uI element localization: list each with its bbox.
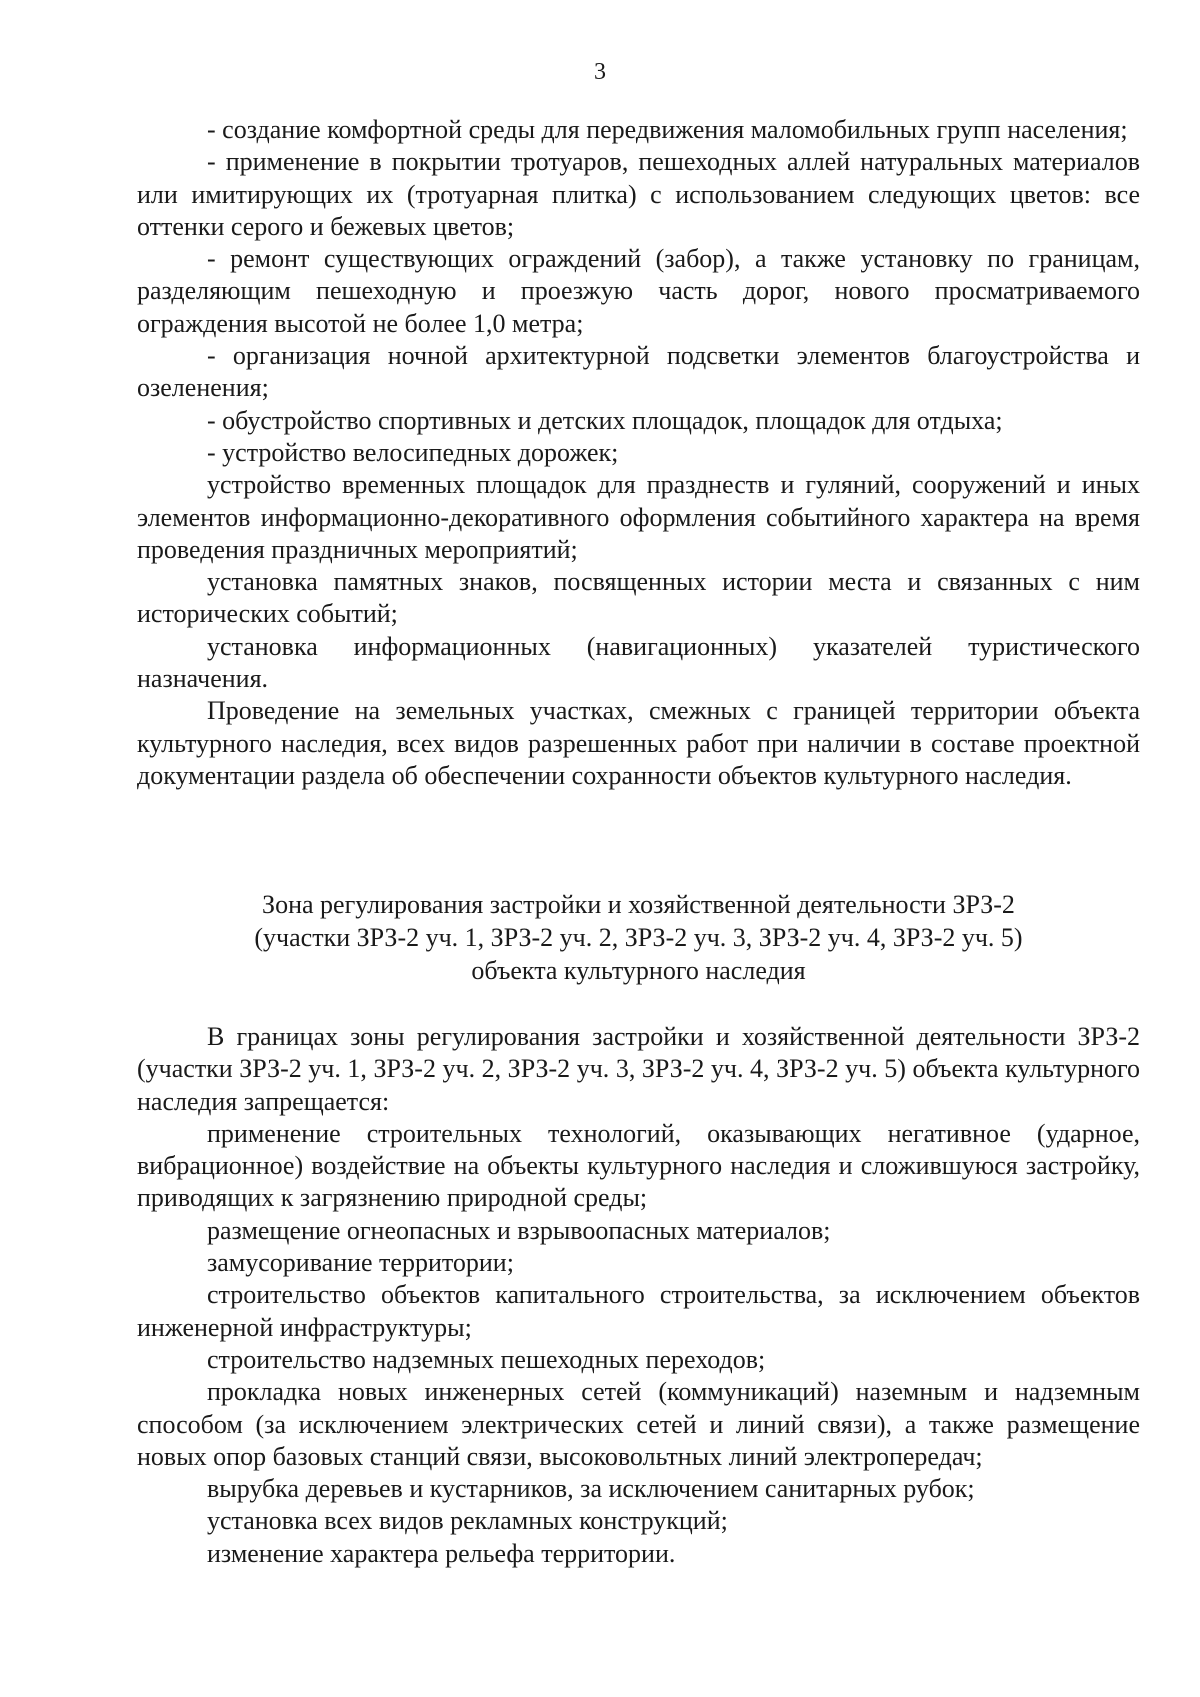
paragraph: - организация ночной архитектурной подсветки элементов благоустройства и озеленения; [137, 341, 1140, 403]
permitted-works-list [137, 114, 1140, 792]
paragraph: изменение характера рельефа территории. [207, 1538, 676, 1568]
section-heading [137, 888, 1140, 987]
paragraph: установка памятных знаков, посвященных истории места и связанных с ним исторических событий; [137, 567, 1140, 629]
page-number: 3 [594, 59, 606, 85]
section-heading-line: Зона регулирования застройки и хозяйственной деятельности ЗРЗ-2 [262, 890, 1015, 919]
paragraph: строительство надземных пешеходных переходов; [207, 1344, 766, 1374]
paragraph: - создание комфортной среды для передвижения маломобильных групп населения; [207, 115, 1128, 144]
paragraph: устройство временных площадок для празднеств и гуляний, сооружений и иных элементов информационно-декоративного оформления событийного характера на время проведения праздничных мероприятий; [137, 470, 1140, 564]
section-heading-line: (участки ЗРЗ-2 уч. 1, ЗРЗ-2 уч. 2, ЗРЗ-2 уч. 3, ЗРЗ-2 уч. 4, ЗРЗ-2 уч. 5) [254, 923, 1023, 952]
paragraph: Проведение на земельных участках, смежных с границей территории объекта культурного наследия, всех видов разрешенных работ при наличии в составе проектной документации раздела об обеспечении сохранности объектов культурного наследия. [137, 696, 1140, 790]
paragraph: В границах зоны регулирования застройки и хозяйственной деятельности ЗРЗ-2 (участки ЗРЗ-2 уч. 1, ЗРЗ-2 уч. 2, ЗРЗ-2 уч. 3, ЗРЗ-2 уч. 4, ЗРЗ-2 уч. 5) объекта культурного наследия запрещается: [137, 1022, 1140, 1116]
paragraph: применение строительных технологий, оказывающих негативное (ударное, вибрационное) воздействие на объекты культурного наследия и сложившуюся застройку, приводящих к загрязнению природной среды; [137, 1118, 1140, 1213]
paragraph: вырубка деревьев и кустарников, за исключением санитарных рубок; [207, 1474, 975, 1504]
paragraph: замусоривание территории; [207, 1248, 514, 1278]
paragraph: - обустройство спортивных и детских площадок, площадок для отдыха; [207, 405, 1003, 435]
paragraph: - применение в покрытии тротуаров, пешеходных аллей натуральных материалов или имитирующих их (тротуарная плитка) с использованием следующих цветов: все оттенки серого и бежевых цветов; [137, 147, 1140, 241]
paragraph: размещение огнеопасных и взрывоопасных материалов; [207, 1215, 831, 1245]
paragraph: прокладка новых инженерных сетей (коммуникаций) наземным и надземным способом (за исключением электрических сетей и линий связи), а также размещение новых опор базовых станций связи, высоковольтных линий электропередач; [137, 1377, 1140, 1471]
paragraph: - ремонт существующих ограждений (забор), а также установку по границам, разделяющим пешеходную и проезжую часть дорог, нового просматриваемого ограждения высотой не более 1,0 метра; [137, 244, 1140, 338]
section-heading-line: объекта культурного наследия [471, 956, 806, 985]
paragraph: установка всех видов рекламных конструкций; [207, 1506, 728, 1536]
paragraph: установка информационных (навигационных) указателей туристического назначения. [137, 631, 1140, 694]
paragraph: строительство объектов капитального строительства, за исключением объектов инженерной инфраструктуры; [137, 1280, 1140, 1342]
prohibited-works-list [137, 1021, 1140, 1570]
paragraph: - устройство велосипедных дорожек; [207, 437, 619, 467]
